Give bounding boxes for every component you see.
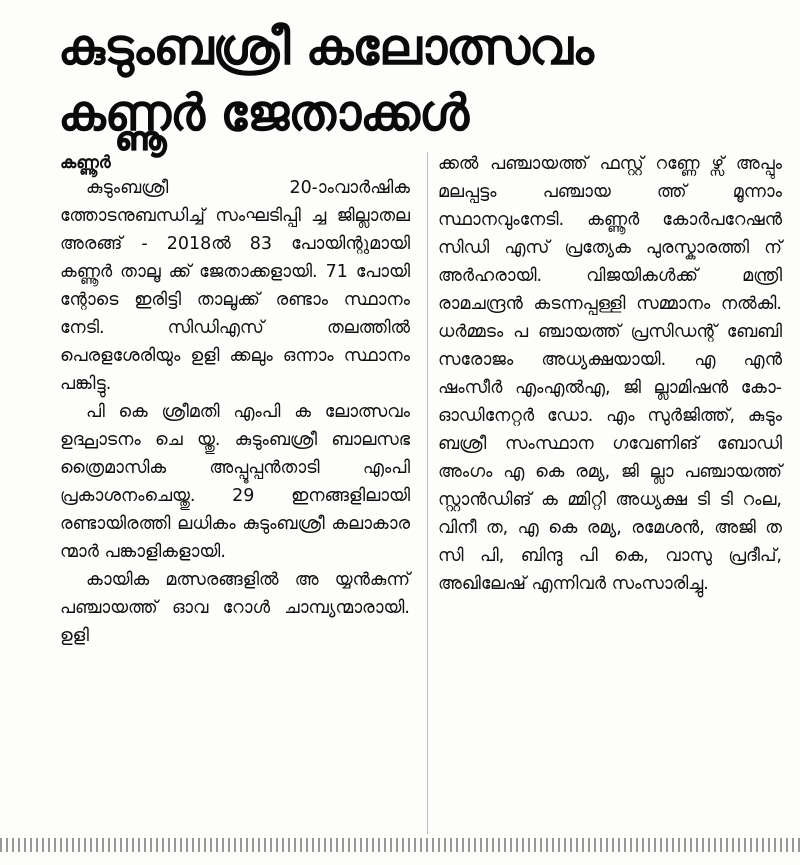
article-paragraph: പി കെ ശ്രീമതി എംപി ക ലോത്സവം ഉദ്ഘാടനം ചെ യ്തു. കുടുംബശ്രീ ബാലസഭ ത്രൈമാസിക അപ്പൂപ്പൻതാടി എംപി പ്രകാശനംചെയ്തു. 29 ഇനങ്ങളിലായി രണ്ടായിരത്തി ലധികം കുടുംബശ്രീ കലാകാര ന്മാർ പങ്കാളികളായി. (60, 402, 410, 562)
dateline: കണ്ണൂർ (60, 153, 111, 173)
headline-line-1: കുടുംബശ്രീ കലോത്സവം (58, 18, 593, 76)
article-paragraph: ക്കൽ പഞ്ചായത്ത് ഫസ്റ്റ് റണ്ണേ ഴ്സ് അപ്പും മലപ്പട്ടം പഞ്ചായ ത്ത് മൂന്നാം സ്ഥാനവുംനേടി. കണ്ണൂർ കോർപറേഷൻ സിഡി എസ് പ്രത്യേക പുരസ്കാരത്തി ന് അർഹരായി. വിജയികൾക്ക് മന്ത്രി രാമചന്ദ്രൻ കടന്നപ്പള്ളി സമ്മാനം നൽകി. ധർമ്മടം പ ഞ്ചായത്ത് പ്രസിഡന്റ് ബേബി സരോജം അധ്യക്ഷയായി. എ എൻ ഷംസീർ എംഎൽഎ, ജി ല്ലാമിഷൻ കോ-ഓഡിനേറ്റർ ഡോ. എം സുർജിത്ത്, കുടും ബശ്രീ സംസ്ഥാന ഗവേണിങ് ബോഡി അംഗം എ കെ രമ്യ, ജി ല്ലാ പഞ്ചായത്ത് സ്റ്റാൻഡിങ് ക മ്മിറ്റി അധ്യക്ഷ ടി ടി റംല, വിനീ ത, എ കെ രമ്യ, രമേശൻ, അജി ത സി പി, ബിന്ദു പി കെ, വാസു പ്രദീപ്, അഖിലേഷ് എന്നിവർ സംസാരിച്ചു. (438, 154, 782, 594)
article-column-right (438, 150, 782, 598)
headline (58, 14, 758, 146)
article-paragraph: കായിക മത്സരങ്ങളിൽ അ യ്യൻകുന്ന് പഞ്ചായത്ത് ഓവ റോൾ ചാമ്പ്യന്മാരായി. ഉളി (60, 570, 410, 646)
article-column-left (60, 174, 410, 650)
page-edge-texture (0, 838, 800, 852)
article-paragraph: കുടുംബശ്രീ 20-ാംവാർഷിക ത്തോടനുബന്ധിച്ച് സംഘടിപ്പി ച്ച ജില്ലാതല അരങ്ങ് - 2018ൽ 83 പോയിന്റുമായി കണ്ണൂർ താലൂ ക്ക് ജേതാക്കളായി. 71 പോയി ന്റോടെ ഇരിട്ടി താലൂക്ക് രണ്ടാം സ്ഥാനം നേടി. സിഡിഎസ് തലത്തിൽ പെരളശേരിയും ഉളി ക്കലും ഒന്നാം സ്ഥാനം പങ്കിട്ടു. (60, 178, 410, 394)
column-divider (427, 152, 428, 834)
headline-line-2: കണ്ണൂർ ജേതാക്കൾ (58, 84, 469, 142)
